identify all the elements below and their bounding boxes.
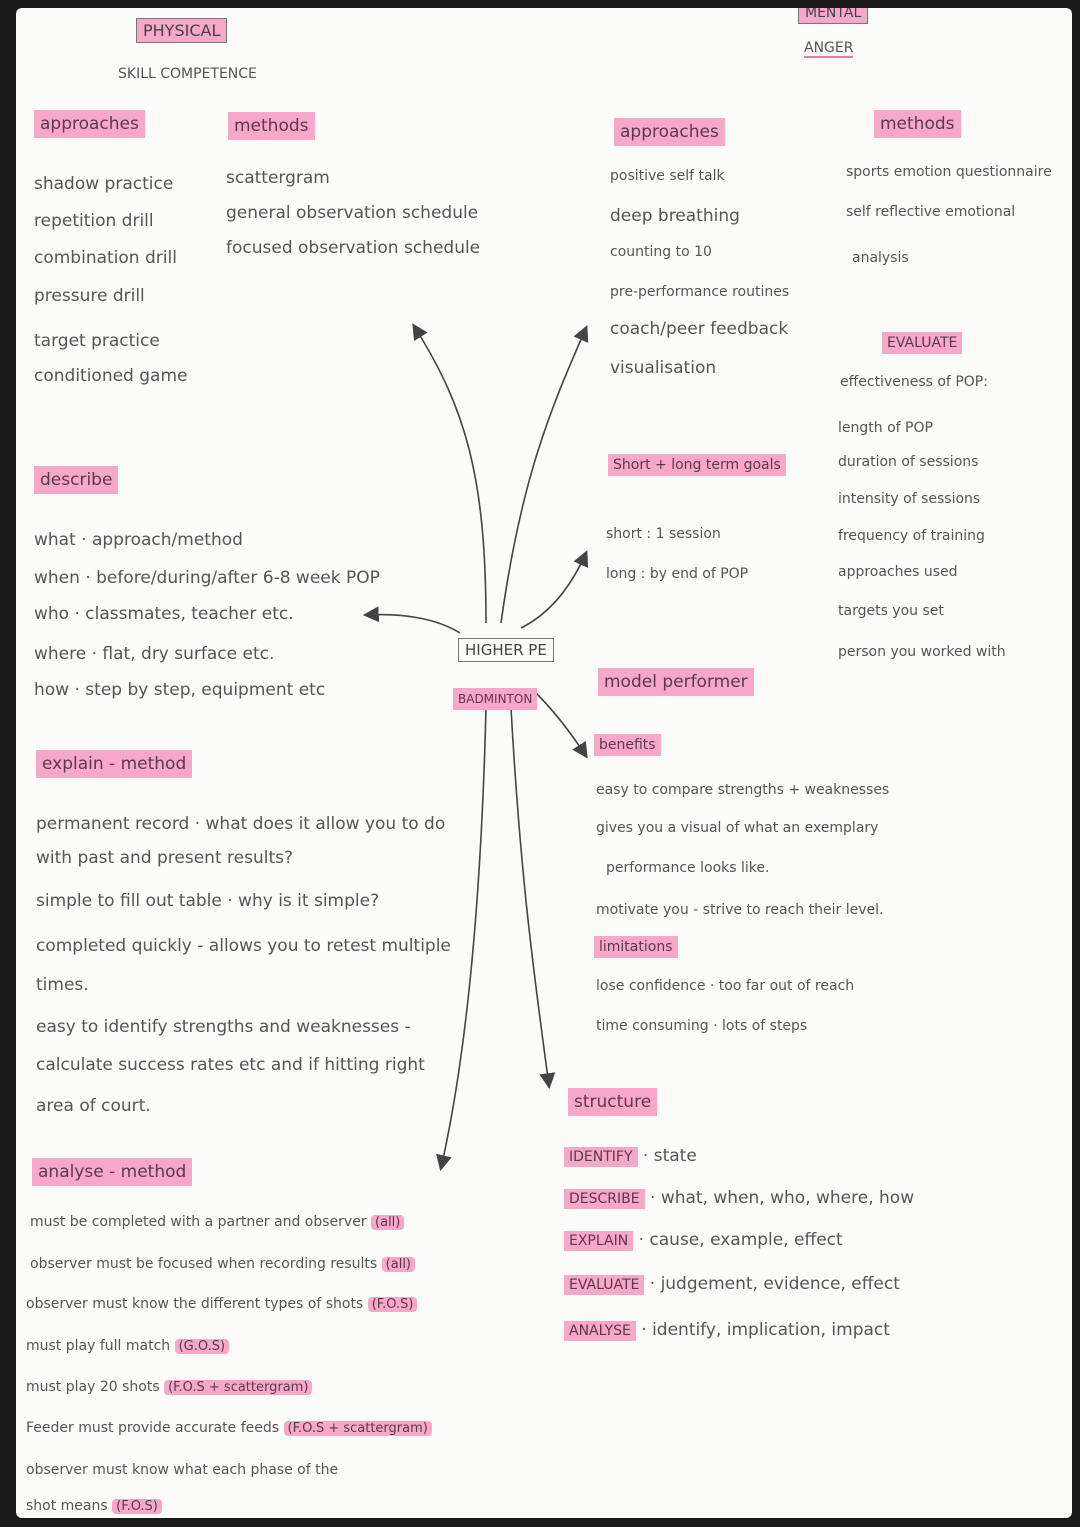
list-item: person you worked with [838, 644, 1006, 660]
list-item: analysis [852, 250, 909, 266]
list-item: when · before/during/after 6-8 week POP [34, 568, 380, 588]
describe-heading: describe [34, 466, 118, 494]
list-item: shadow practice [34, 174, 174, 194]
physical-title: PHYSICAL [136, 18, 227, 43]
benefit-line: easy to compare strengths + weaknesses [596, 782, 890, 798]
list-item: pre-performance routines [610, 284, 790, 300]
benefit-line: performance looks like. [606, 860, 770, 876]
explain-line: permanent record · what does it allow you to do [36, 814, 446, 834]
center-title: HIGHER PE [458, 638, 554, 662]
limitation-line: lose confidence · too far out of reach [596, 978, 855, 994]
list-item: approaches used [838, 564, 958, 580]
explain-line: easy to identify strengths and weaknesses - [36, 1017, 411, 1037]
list-item: scattergram [226, 168, 330, 188]
notes-page [16, 8, 1072, 1518]
explain-line: with past and present results? [36, 848, 293, 868]
list-item: frequency of training [838, 528, 985, 544]
analyse-line: observer must know the different types of shots (F.O.S) [26, 1296, 417, 1312]
benefits-heading: benefits [594, 734, 661, 756]
structure-row: DESCRIBE · what, when, who, where, how [564, 1188, 914, 1208]
analyse-line: observer must be focused when recording results (all) [30, 1256, 415, 1272]
model-heading: model performer [598, 668, 754, 696]
arrow-to-goals [521, 553, 586, 628]
analyse-line: must play full match (G.O.S) [26, 1338, 229, 1354]
analyse-line: Feeder must provide accurate feeds (F.O.S + scattergram) [26, 1420, 432, 1436]
list-item: what · approach/method [34, 530, 243, 550]
list-item: intensity of sessions [838, 491, 981, 507]
mental-title: MENTAL [798, 8, 868, 24]
list-item: length of POP [838, 420, 933, 436]
mental-approaches-heading: approaches [614, 118, 725, 146]
structure-row: EVALUATE · judgement, evidence, effect [564, 1274, 900, 1294]
structure-heading: structure [568, 1088, 657, 1116]
list-item: deep breathing [610, 206, 740, 226]
analyse-line: observer must know what each phase of the [26, 1462, 339, 1478]
list-item: focused observation schedule [226, 238, 481, 258]
analyse-heading: analyse - method [32, 1158, 192, 1186]
arrow-to-model [536, 693, 586, 756]
list-item: counting to 10 [610, 244, 712, 260]
explain-line: times. [36, 975, 89, 995]
list-item: repetition drill [34, 211, 154, 231]
benefit-line: gives you a visual of what an exemplary [596, 820, 879, 836]
arrow-to-describe [366, 615, 460, 633]
arrow-to-structure [511, 708, 549, 1086]
list-item: sports emotion questionnaire [846, 164, 1052, 180]
list-item: conditioned game [34, 366, 188, 386]
goals-heading: Short + long term goals [608, 454, 786, 476]
list-item: combination drill [34, 248, 177, 268]
list-item: coach/peer feedback [610, 319, 789, 339]
structure-row: ANALYSE · identify, implication, impact [564, 1320, 890, 1340]
analyse-line: must play 20 shots (F.O.S + scattergram) [26, 1379, 312, 1395]
benefit-line: motivate you - strive to reach their level. [596, 902, 884, 918]
list-item: pressure drill [34, 286, 145, 306]
explain-line: area of court. [36, 1096, 151, 1116]
limitations-heading: limitations [594, 936, 678, 958]
analyse-line: must be completed with a partner and observer (all) [30, 1214, 404, 1230]
physical-subtitle: SKILL COMPETENCE [118, 66, 257, 82]
list-item: duration of sessions [838, 454, 979, 470]
physical-methods-heading: methods [228, 112, 315, 140]
list-item: who · classmates, teacher etc. [34, 604, 294, 624]
explain-line: simple to fill out table · why is it simple? [36, 891, 380, 911]
mental-subtitle: ANGER [804, 40, 854, 56]
list-item: target practice [34, 331, 160, 351]
list-item: how · step by step, equipment etc [34, 680, 326, 700]
list-item: long : by end of POP [606, 566, 749, 582]
structure-row: IDENTIFY · state [564, 1146, 697, 1166]
list-item: self reflective emotional [846, 204, 1016, 220]
mental-methods-heading: methods [874, 110, 961, 138]
list-item: short : 1 session [606, 526, 721, 542]
list-item: targets you set [838, 603, 944, 619]
limitation-line: time consuming · lots of steps [596, 1018, 808, 1034]
explain-line: calculate success rates etc and if hitting right [36, 1055, 425, 1075]
evaluate-intro: effectiveness of POP: [840, 374, 988, 390]
center-subtitle: BADMINTON [453, 688, 537, 710]
list-item: where · flat, dry surface etc. [34, 644, 275, 664]
explain-line: completed quickly - allows you to retest multiple [36, 936, 451, 956]
list-item: visualisation [610, 358, 717, 378]
arrow-to-physical-methods [414, 326, 486, 623]
evaluate-heading: EVALUATE [882, 332, 962, 354]
physical-approaches-heading: approaches [34, 110, 145, 138]
list-item: positive self talk [610, 168, 725, 184]
analyse-line: shot means (F.O.S) [26, 1498, 162, 1514]
list-item: general observation schedule [226, 203, 479, 223]
structure-row: EXPLAIN · cause, example, effect [564, 1230, 843, 1250]
explain-heading: explain - method [36, 750, 192, 778]
